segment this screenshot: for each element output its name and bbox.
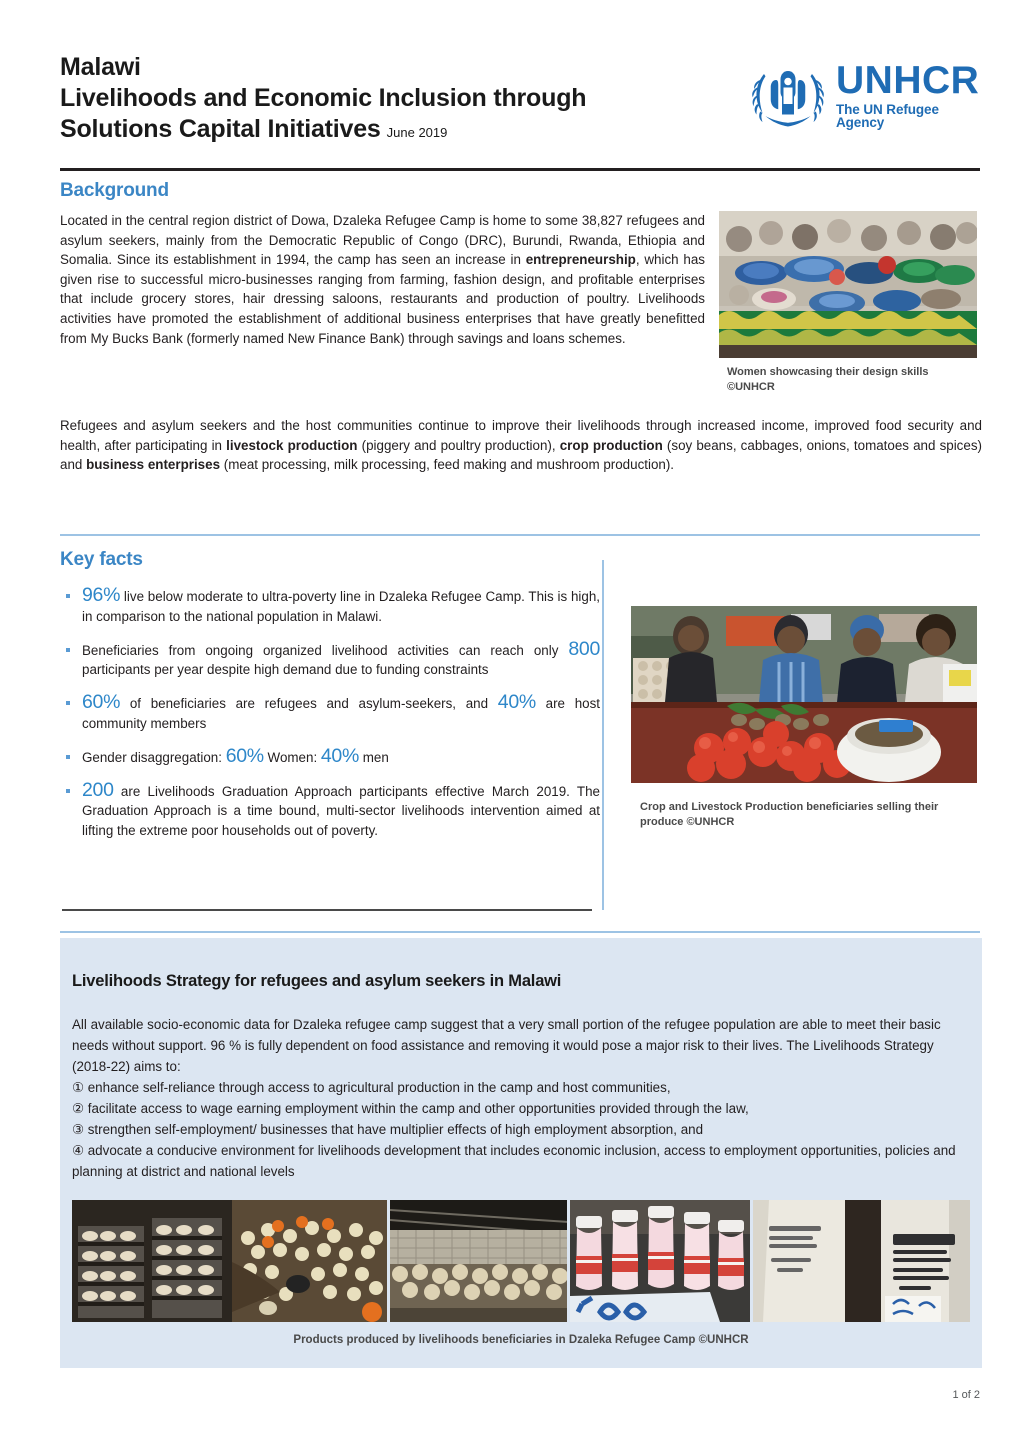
- key-fact-2-pre: Beneficiaries from ongoing organized livelihood activities can reach only: [82, 642, 569, 658]
- key-fact-2-value: 800: [568, 637, 600, 660]
- logo-name: UNHCR: [836, 58, 980, 102]
- logo-tagline: The UN Refugee Agency: [836, 101, 939, 130]
- key-fact-2-text: participants per year despite high demand due to funding constraints: [82, 662, 489, 678]
- header-divider: [60, 168, 980, 171]
- strategy-aim-3: ③ strengthen self-employment/ businesses that have multiplier effects of high employment absorption, and: [72, 1122, 704, 1137]
- unhcr-emblem-icon: [750, 62, 826, 128]
- strategy-intro: All available socio-economic data for Dzaleka refugee camp suggest that a very small portion of the refugee population are able to meet their basic needs without support. 96 % is fully dependent on food assistance and removing it would pose a major risk to their lives. The Livelihoods Strategy (2018-22) aims to:: [72, 1017, 941, 1074]
- photo-poultry-crates-image: [72, 1200, 387, 1322]
- photo-dzaleka-feed-bags: [753, 1200, 970, 1322]
- page-number: 1 of 2: [952, 1389, 980, 1401]
- key-facts-underline: [62, 909, 592, 911]
- strategy-aim-1: ① enhance self-reliance through access to agricultural production in the camp and host communities,: [72, 1080, 671, 1095]
- bg-p2-part3: (soy beans, cabbages, onions, tomatoes and spices) and: [60, 437, 982, 473]
- title-line-3-text: Solutions Capital Initiatives: [60, 115, 381, 143]
- key-fact-5-text: are Livelihoods Graduation Approach participants effective March 2019. The Graduation Approach is a time bound, multi-sector livelihoods intervention aimed at lifting the extreme poor households out of poverty.: [82, 783, 600, 839]
- key-fact-4-text-a: Women:: [263, 749, 321, 765]
- strategy-aim-2: ② facilitate access to wage earning employment within the camp and other opportunities provided through the law,: [72, 1101, 749, 1116]
- key-facts-vertical-divider: [602, 560, 604, 910]
- key-fact-4-pre: Gender disaggregation:: [82, 749, 226, 765]
- list-item: [60, 778, 600, 841]
- title-line-3: [60, 114, 700, 148]
- key-fact-1-value: 96%: [82, 584, 121, 606]
- caption-photo-crop-livestock: Crop and Livestock Production beneficiaries selling their produce ©UNHCR: [640, 801, 939, 828]
- photo-women-design-skills: [719, 211, 977, 358]
- bg-p2-bold2: crop production: [559, 437, 663, 453]
- list-item: [60, 693, 600, 734]
- section-heading-key-facts: Key facts: [60, 549, 143, 570]
- caption-photo-strip: Products produced by livelihoods beneficiaries in Dzaleka Refugee Camp ©UNHCR: [293, 1334, 749, 1346]
- photo-poultry-house-image: [390, 1200, 567, 1322]
- title-line-1: Malawi: [60, 53, 141, 81]
- background-paragraph-1: [60, 211, 705, 348]
- key-fact-4-text-b: men: [359, 749, 389, 765]
- bg-p1-bold1: entrepreneurship: [525, 252, 636, 268]
- key-fact-4-value-a: 60%: [225, 744, 264, 767]
- logo-wordmark: [836, 58, 980, 130]
- bg-p2-part4: (meat processing, milk processing, feed making and mushroom production).: [220, 457, 675, 473]
- key-fact-5-value: 200: [82, 778, 114, 801]
- unhcr-logo: [750, 58, 980, 132]
- photo-yogurt-bottles-image: [570, 1200, 749, 1322]
- key-fact-3-text-b: are host community members: [82, 696, 600, 731]
- title-line-2: Livelihoods and Economic Inclusion through: [60, 84, 587, 112]
- bg-p1-part2: , which has given rise to successful micro-businesses ranging from farming, fashion design, and profitable enterprises that include grocery stores, hair dressing saloons, restaurants and production of poultry. Livelihoods activities have promoted the establishment of additional business enterprises that have greatly benefitted from My Bucks Bank (formerly named New Finance Bank) through savings and loans schemes.: [60, 252, 705, 346]
- caption-photo-women-design: Women showcasing their design skills ©UNHCR: [727, 366, 929, 393]
- key-fact-4-value-b: 40%: [320, 744, 360, 767]
- photo-women-design-skills-image: [719, 211, 977, 358]
- bg-p2-bold3: business enterprises: [86, 457, 221, 473]
- bg-p1-part1: Located in the central region district of Dowa, Dzaleka Refugee Camp is home to some 38,827 refugees and asylum seekers, mainly from the Democratic Republic of Congo (DRC), Burundi, Rwanda, Ethiopia and Somalia. Since its establishment in 1994, the camp has seen an increase in: [60, 213, 705, 268]
- livelihoods-strategy-panel: [60, 938, 982, 1368]
- photo-strip: [72, 1200, 970, 1322]
- photo-poultry-crates: [72, 1200, 387, 1322]
- background-paragraph-2: [60, 416, 982, 475]
- section-divider-1: [60, 534, 980, 536]
- photo-dzaleka-feed-bags-image: [753, 1200, 970, 1322]
- key-facts-list: [60, 586, 600, 854]
- photo-crop-livestock-market: [631, 606, 977, 783]
- list-item: [60, 637, 600, 681]
- strategy-aim-4: ④ advocate a conducive environment for livelihoods development that includes economic inclusion, access to employment opportunities, policies and planning at district and national levels: [72, 1143, 956, 1179]
- strategy-body: [72, 1014, 970, 1182]
- bg-p2-bold1: livestock production: [226, 437, 358, 453]
- key-fact-1-text: live below moderate to ultra-poverty line in Dzaleka Refugee Camp. This is high, in comparison to the national population in Malawi.: [82, 589, 600, 624]
- bg-p2-part2: (piggery and poultry production),: [357, 437, 560, 453]
- list-item: [60, 586, 600, 627]
- report-date: June 2019: [386, 125, 448, 140]
- photo-yogurt-bottles: [570, 1200, 749, 1322]
- strategy-title: Livelihoods Strategy for refugees and asylum seekers in Malawi: [72, 972, 562, 990]
- list-item: [60, 744, 600, 768]
- page-title: [60, 52, 700, 148]
- key-fact-3-text-a: of beneficiaries are refugees and asylum-seekers, and: [120, 696, 498, 712]
- photo-crop-livestock-market-image: [631, 606, 977, 783]
- section-heading-background: Background: [60, 180, 169, 201]
- photo-poultry-house: [390, 1200, 567, 1322]
- key-fact-3-value-a: 60%: [82, 691, 121, 714]
- section-divider-2: [60, 931, 980, 933]
- key-fact-3-value-b: 40%: [497, 691, 536, 714]
- document-header: [60, 52, 980, 164]
- bg-p2-part1: Refugees and asylum seekers and the host communities continue to improve their livelihoods through increased income, improved food security and health, after participating in: [60, 418, 982, 453]
